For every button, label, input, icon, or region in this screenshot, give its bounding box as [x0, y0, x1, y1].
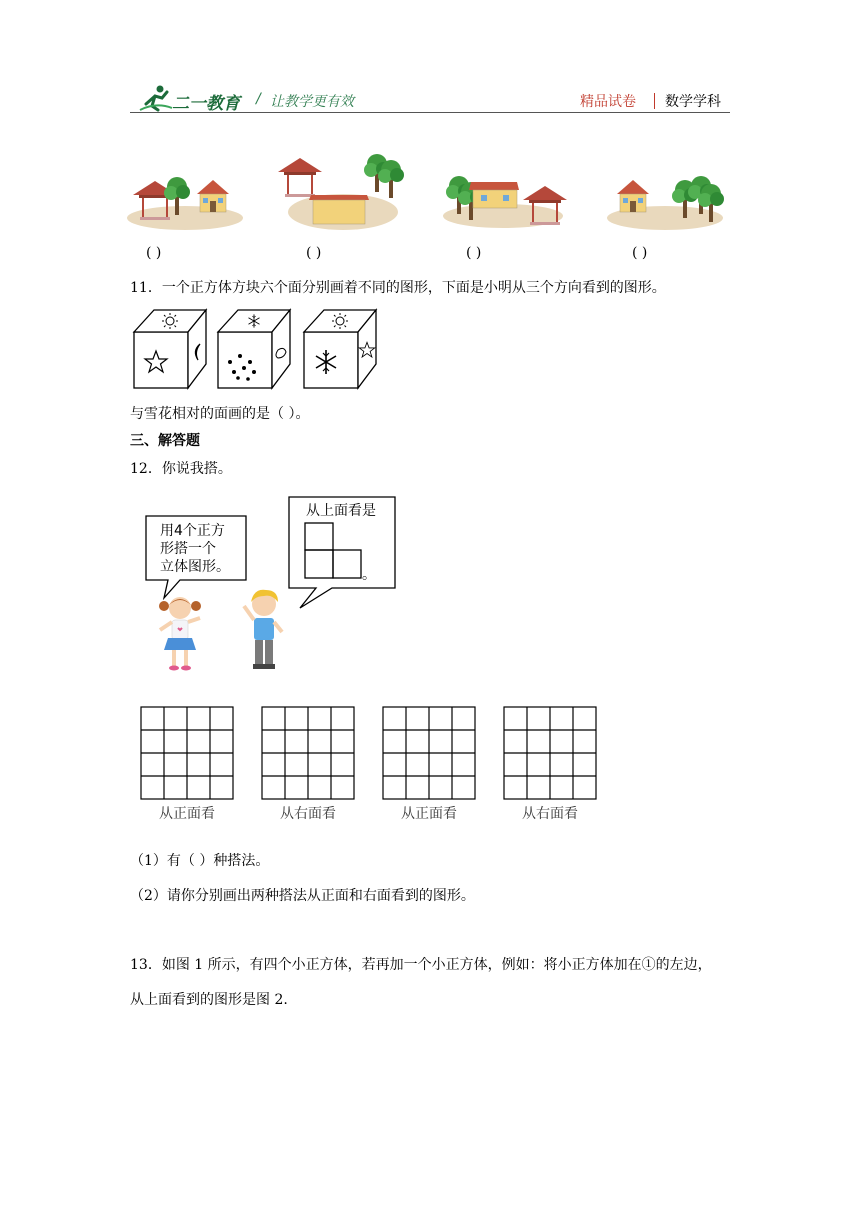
header-rule [130, 112, 730, 113]
q13-line-2: 从上面看到的图形是图 2. [130, 992, 288, 1008]
scene-answer-2[interactable]: ( ) [306, 245, 322, 261]
dice-views [130, 306, 380, 392]
boy-figure [236, 586, 290, 672]
grid-label-3: 从正面看 [401, 806, 457, 822]
girl-figure [152, 592, 212, 672]
drawing-grid-4[interactable] [503, 706, 598, 801]
girl-bubble-line-2: 形搭一个 [160, 541, 216, 557]
grid-label-1: 从正面看 [159, 806, 215, 822]
q12-sub2: （2）请你分别画出两种搭法从正面和右面看到的图形。 [130, 888, 475, 904]
top-view-shape [304, 522, 364, 580]
boy-bubble-text: 从上面看是 [306, 503, 376, 519]
tag-premium: 精品试卷 [580, 94, 636, 110]
slogan-slash: / [256, 91, 261, 107]
grid-label-4: 从右面看 [522, 806, 578, 822]
girl-bubble-line-1: 用4个正方 [160, 523, 225, 539]
q11-answer[interactable]: 与雪花相对的面画的是（ ）。 [130, 406, 310, 422]
scene-illustrations [125, 150, 735, 240]
boy-bubble-end: 。 [362, 567, 376, 583]
scene-4 [607, 176, 724, 230]
girl-bubble-line-3: 立体图形。 [160, 559, 230, 575]
tag-subject: 数学学科 [665, 94, 721, 110]
drawing-grid-2[interactable] [261, 706, 356, 801]
scene-answer-1[interactable]: ( ) [146, 245, 162, 261]
scene-answer-4[interactable]: ( ) [632, 245, 648, 261]
q12-sub1[interactable]: （1）有（ ）种搭法。 [130, 853, 270, 869]
header [130, 80, 730, 116]
drawing-grid-1[interactable] [140, 706, 235, 801]
cube-view-1 [134, 310, 206, 388]
cube-view-2 [218, 310, 290, 388]
header-separator [654, 93, 655, 109]
logo-text: 二一教育 [172, 94, 240, 114]
q11-text: 11．一个正方体方块六个面分别画着不同的图形，下面是小明从三个方向看到的图形。 [130, 280, 666, 296]
scene-1 [127, 177, 243, 230]
drawing-grid-3[interactable] [382, 706, 477, 801]
girl-bubble-text [160, 522, 230, 576]
scene-2 [278, 154, 404, 230]
cube-view-3 [304, 310, 376, 388]
q12-title: 12．你说我搭。 [130, 461, 232, 477]
grid-label-2: 从右面看 [280, 806, 336, 822]
section-3-title: 三、解答题 [130, 433, 200, 449]
runner-logo-icon [138, 84, 174, 112]
slogan: 让教学更有效 [270, 94, 354, 110]
q13-line-1: 13．如图 1 所示，有四个小正方体，若再加一个小正方体，例如：将小正方体加在①的左边， [130, 957, 712, 973]
scene-3 [443, 176, 567, 228]
scene-answer-3[interactable]: ( ) [466, 245, 482, 261]
